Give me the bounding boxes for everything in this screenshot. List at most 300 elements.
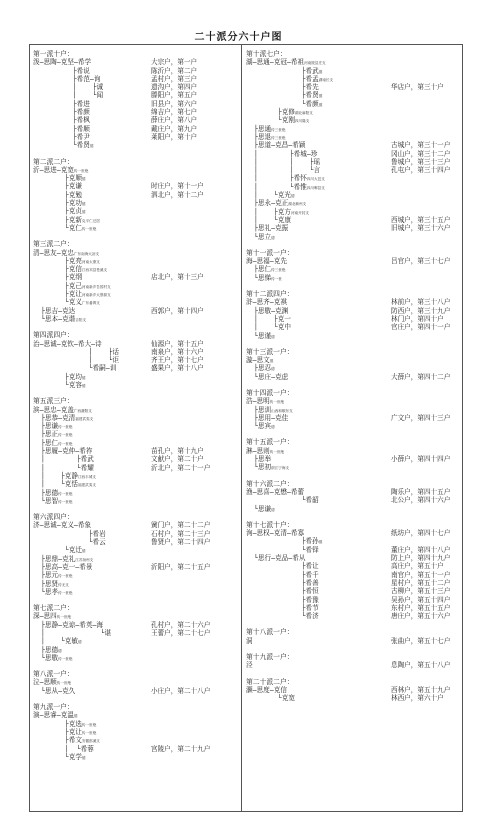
lineage-row — [246, 686, 461, 694]
lineage-names: │ └希蓉 — [33, 744, 94, 753]
lineage-names: ├希千 — [246, 570, 319, 579]
lineage-row — [246, 116, 461, 124]
household-label: 薛庄户，第八户 — [151, 116, 198, 125]
branch-section — [33, 513, 239, 596]
lineage-names: ├思高—克一—希景 — [33, 562, 93, 571]
lineage-row — [33, 282, 239, 290]
lineage-names: └思初 — [246, 463, 272, 472]
household-label: 小薛户，第四十四户 — [391, 455, 451, 464]
lineage-row — [33, 480, 239, 488]
lineage-note: 德 — [271, 507, 275, 512]
lineage-row — [33, 430, 239, 438]
lineage-note: 传一世绝 — [58, 590, 73, 595]
lineage-names: ├思敬—克渊 — [246, 306, 289, 315]
lineage-names: ├希豫 — [246, 595, 319, 604]
lineage-names: 湖—思通—克冠—希祖 — [246, 58, 305, 67]
branch-section — [246, 678, 461, 703]
lineage-note: 传一世 — [271, 276, 282, 281]
lineage-row — [246, 364, 461, 372]
lineage-row — [33, 621, 239, 629]
lineage-row — [246, 58, 461, 66]
lineage-row — [246, 637, 461, 645]
lineage-names: ├思元 — [33, 571, 59, 580]
lineage-names: 治—思诚—克钦—希大—诗 — [33, 339, 102, 348]
lineage-note: 福建武夷支 — [75, 416, 94, 421]
lineage-row — [246, 174, 461, 182]
lineage-row — [246, 141, 461, 149]
household-label: 吴孙户，第五十四户 — [391, 595, 451, 604]
lineage-names: └思谦 — [246, 504, 272, 513]
lineage-row — [33, 588, 239, 596]
lineage-row — [33, 580, 239, 588]
lineage-note: 江西宾县苍溪支 — [81, 268, 108, 273]
lineage-names: │ ├克静 — [33, 471, 78, 480]
household-label: 鲁贤户，第二十四户 — [151, 538, 211, 547]
lineage-names: ├克己 — [33, 281, 82, 290]
household-label: 仙源户，第十五户 — [151, 339, 204, 348]
lineage-row — [33, 439, 239, 447]
lineage-row — [33, 414, 239, 422]
household-label: 古柳户，第五十三户 — [391, 587, 451, 596]
lineage-names: ├克贞 — [33, 207, 82, 216]
lineage-names: │ │ ├瑶 — [246, 157, 321, 166]
lineage-note: 吉阳支 — [75, 317, 87, 322]
branch-heading: 第六派四户： — [33, 513, 74, 522]
household-label: 东村户，第五十五户 — [391, 603, 451, 612]
lineage-row — [246, 579, 461, 587]
lineage-names: └思行—克品—希从 — [246, 554, 306, 563]
lineage-names: ├克均 — [33, 372, 82, 381]
lineage-row — [33, 182, 239, 190]
lineage-names: ├思恭—克清 — [33, 413, 76, 422]
lineage-row — [33, 736, 239, 744]
household-label: 星村户，第五十二户 — [391, 578, 451, 587]
lineage-names: 洵—思权—克清—希寡 — [246, 529, 305, 538]
lineage-row — [246, 546, 461, 554]
household-label: 鲁城户，第三十三户 — [391, 157, 451, 166]
lineage-note: 广西灌阳支 — [73, 408, 92, 413]
lineage-row — [33, 489, 239, 497]
lineage-row — [33, 373, 239, 381]
lineage-note: 传一世绝 — [58, 656, 73, 661]
lineage-row — [33, 464, 239, 472]
lineage-names: ├希孟 — [246, 74, 319, 83]
lineage-note: 山西和顺东支 — [271, 408, 293, 413]
branch-heading: 第二派二户： — [33, 157, 74, 166]
lineage-row — [246, 125, 461, 133]
lineage-row — [33, 191, 239, 199]
lineage-note: 德 — [81, 210, 86, 215]
lineage-row — [33, 720, 239, 728]
lineage-names: └克仁 — [33, 223, 82, 232]
lineage-row — [246, 208, 461, 216]
lineage-note: 德 — [318, 94, 323, 99]
lineage-names: ├思退 — [246, 132, 272, 141]
lineage-names: 沂—思进—克宽 — [33, 165, 74, 174]
lineage-note: 德 — [271, 235, 275, 240]
lineage-names: ├思德 — [33, 645, 59, 654]
branch-section — [246, 348, 461, 381]
lineage-note: 克平仁迁居 — [81, 218, 100, 223]
lineage-row — [33, 249, 239, 257]
household-label: 文献户，第二十户 — [151, 455, 204, 464]
lineage-names: ├思用—克佳 — [246, 413, 289, 422]
lineage-names: └思智 — [33, 496, 59, 505]
household-label: 王蕾户，第二十七户 — [151, 629, 211, 637]
lineage-row — [246, 224, 461, 232]
lineage-names: └克迁 — [33, 546, 82, 555]
lineage-row — [246, 67, 461, 75]
household-label: 沂阳户，第二十五户 — [151, 562, 211, 571]
household-label: 西城户，第三十五户 — [391, 215, 451, 224]
lineage-row — [246, 447, 461, 455]
lineage-names: ├思永—克正 — [246, 199, 289, 208]
household-label: 孟村户，第三户 — [151, 74, 198, 83]
lineage-names: └克刚 — [246, 116, 295, 125]
lineage-note: 江西丰城支 — [77, 474, 96, 479]
lineage-names: └希铎 — [246, 545, 319, 554]
lineage-names: └希嗣—训 — [33, 364, 117, 373]
household-label: 陈沂户，第二户 — [151, 66, 198, 75]
lineage-names: ├克让 — [33, 727, 82, 736]
lineage-note: 传一世绝 — [58, 574, 73, 579]
lineage-names: ├克纲 — [33, 273, 82, 282]
lineage-note: 河南新乡吾园村支 — [81, 284, 111, 289]
lineage-note: 传一世绝 — [73, 168, 89, 173]
left-column — [33, 50, 239, 769]
lineage-names: ├思仁 — [246, 265, 272, 274]
lineage-names: │ └希惟 — [246, 182, 307, 191]
lineage-row — [246, 694, 461, 702]
lineage-names: └思从—克久 — [33, 686, 76, 695]
lineage-row — [33, 116, 239, 124]
lineage-names: ├克功 — [33, 199, 82, 208]
lineage-note: 传一世绝 — [81, 722, 97, 727]
lineage-names: ├思举 — [246, 455, 272, 464]
household-label: 苗孔户，第十九户 — [151, 447, 204, 456]
lineage-row — [246, 100, 461, 108]
lineage-names: ├希顺 — [33, 124, 90, 133]
branch-heading: 第十九派一户： — [246, 653, 294, 661]
lineage-row — [246, 265, 461, 273]
lineage-names: ├思谦 — [33, 422, 59, 431]
right-column — [246, 50, 461, 710]
lineage-names: │ └克敏 — [33, 637, 78, 646]
lineage-names: ├希枫 — [33, 116, 90, 125]
lineage-names: 渔—思喜—克懋—希蕾 — [246, 487, 305, 496]
lineage-row — [246, 150, 461, 158]
lineage-names: ├希文 — [33, 736, 82, 745]
lineage-names: ├思正 — [33, 430, 59, 439]
household-label: 旧县户，第六户 — [151, 99, 198, 108]
lineage-names: └克义 — [33, 298, 82, 307]
lineage-row — [246, 537, 461, 545]
household-label: 纸坊户，第四十七户 — [391, 529, 451, 538]
lineage-names: └思本—克谐 — [33, 314, 76, 323]
lineage-row — [246, 158, 461, 166]
lineage-row — [33, 58, 239, 66]
branch-section — [246, 628, 461, 645]
lineage-row — [246, 373, 461, 381]
lineage-row — [246, 183, 461, 191]
household-label: 冈山户，第三十二户 — [391, 149, 451, 158]
lineage-names: ├希进 — [33, 99, 90, 108]
lineage-note: 传三世绝 — [271, 127, 286, 132]
branch-section — [246, 249, 461, 282]
lineage-row — [33, 91, 239, 99]
lineage-row — [33, 563, 239, 571]
lineage-names: │ └谌 — [33, 629, 112, 637]
lineage-note: 传一世绝 — [58, 441, 73, 446]
lineage-names: 清—思友—克忠 — [33, 248, 74, 257]
lineage-names: ├克新 — [33, 215, 82, 224]
household-label: 高庄户，第五十户 — [391, 562, 444, 571]
lineage-names: │ ├希怀 — [246, 174, 307, 183]
lineage-names: └思立 — [246, 232, 272, 241]
lineage-note: 德 — [271, 425, 275, 430]
lineage-names: 洞 — [246, 636, 253, 645]
branch-section — [33, 50, 239, 150]
lineage-names: │ ├克一 — [246, 314, 291, 323]
lineage-note: 湖北麻阳支 — [294, 111, 313, 116]
lineage-names: 泼—思陶—克坚—希学 — [33, 58, 92, 67]
lineage-names: ├希说 — [33, 66, 90, 75]
lineage-names: ├思礼—克振 — [246, 224, 289, 233]
lineage-row — [246, 562, 461, 570]
lineage-note: 四川郫县支 — [306, 185, 325, 190]
lineage-row — [246, 257, 461, 265]
branch-heading: 第十二派四户： — [246, 290, 294, 299]
household-label: 大宗户，第一户 — [151, 58, 198, 67]
lineage-note: 德 — [318, 69, 323, 74]
household-label: 滕阳户，第五户 — [151, 91, 198, 100]
lineage-names: ├思通 — [246, 124, 272, 133]
lineage-names: ├希孙 — [246, 537, 319, 546]
household-label: 大薛户，第四十二户 — [391, 372, 451, 381]
household-label: 孔屯户，第三十四户 — [391, 166, 451, 175]
lineage-names: │ └闻 — [33, 91, 104, 100]
lineage-note: 湖北蕲州支 — [288, 202, 307, 207]
branch-section — [33, 397, 239, 505]
lineage-names: │ └克中 — [246, 323, 291, 332]
lineage-names: ├思训 — [246, 405, 272, 414]
lineage-row — [33, 555, 239, 563]
lineage-names: └思谨 — [246, 331, 272, 340]
lineage-note: 德 — [81, 375, 86, 380]
lineage-row — [33, 546, 239, 554]
lineage-note: 湖南长支 — [318, 77, 334, 82]
branch-heading: 第十六派二户： — [246, 479, 294, 488]
branch-section — [246, 653, 461, 670]
lineage-note: 德 — [81, 549, 86, 554]
lineage-note: 德 — [73, 714, 78, 719]
lineage-names: └思宾 — [246, 422, 272, 431]
lineage-note: 传一世绝 — [58, 499, 73, 504]
household-label: 古城户，第三十一户 — [391, 141, 451, 150]
lineage-note: 德 — [77, 640, 82, 645]
lineage-row — [33, 455, 239, 463]
lineage-note: 江苏扬州支 — [75, 557, 94, 562]
lineage-names: ├希颜 — [33, 108, 90, 117]
lineage-note: 传一世绝 — [56, 615, 72, 620]
lineage-row — [246, 307, 461, 315]
lineage-note: 传三世绝 — [271, 135, 286, 140]
lineage-names: └思敬 — [33, 653, 59, 662]
lineage-row — [33, 348, 239, 356]
lineage-row — [246, 571, 461, 579]
lineage-names: ├克谦 — [33, 182, 82, 191]
lineage-row — [33, 216, 239, 224]
lineage-note: 德 — [290, 194, 295, 199]
lineage-names: ├克顺 — [33, 174, 82, 183]
lineage-note: 德 — [81, 202, 86, 207]
branch-heading: 第十一派一户： — [246, 248, 294, 257]
lineage-row — [33, 678, 239, 686]
lineage-row — [33, 637, 239, 645]
lineage-row — [246, 463, 461, 471]
household-label: 小庄户，第二十八户 — [151, 686, 211, 695]
lineage-row — [246, 332, 461, 340]
branch-section — [246, 389, 461, 430]
lineage-note: 传一世绝 — [269, 400, 285, 405]
lineage-names: └克容 — [33, 380, 82, 389]
lineage-names: │ └克光 — [246, 191, 291, 200]
lineage-names: │ └希耀 — [33, 463, 94, 472]
household-label: 店北户，第十三户 — [151, 273, 204, 282]
lineage-row — [246, 455, 461, 463]
lineage-names: └希颜 — [246, 99, 319, 108]
lineage-note: 传三世绝 — [271, 268, 286, 273]
branch-heading: 第十五派一户： — [246, 438, 294, 447]
lineage-names: 滨—思忠—克盖 — [33, 405, 74, 414]
lineage-row — [246, 315, 461, 323]
lineage-note: 德 — [269, 359, 274, 364]
lineage-row — [33, 100, 239, 108]
lineage-names: ├思吉—克达 — [33, 306, 76, 315]
household-label: 沂北户，第二十一户 — [151, 463, 211, 472]
household-label: 吕官户，第三十七户 — [391, 257, 451, 266]
lineage-row — [246, 199, 461, 207]
branch-heading: 第十四派一户： — [246, 388, 294, 397]
lineage-row — [246, 323, 461, 331]
lineage-row — [33, 257, 239, 265]
lineage-row — [33, 753, 239, 761]
lineage-names: ├希岩 — [33, 529, 106, 538]
lineage-names: ├希善 — [246, 578, 319, 587]
lineage-note: 传无支 — [58, 582, 69, 587]
lineage-row — [33, 166, 239, 174]
household-label: 盛果户，第十八户 — [151, 364, 204, 373]
lineage-row — [33, 612, 239, 620]
household-label: 唐庄户，第五十六户 — [391, 612, 451, 621]
lineage-names: ├思鼎—克礼 — [33, 554, 76, 563]
branch-heading: 第七派二户： — [33, 604, 74, 613]
branch-section — [33, 158, 239, 233]
lineage-note: 福建武夷支 — [77, 483, 96, 488]
lineage-note: 传一世绝 — [58, 433, 73, 438]
lineage-row — [246, 422, 461, 430]
lineage-row — [33, 381, 239, 389]
branch-section — [246, 521, 461, 621]
lineage-note: 传一世绝 — [269, 449, 285, 454]
lineage-row — [33, 521, 239, 529]
lineage-names: ├希尹 — [33, 132, 90, 141]
lineage-row — [33, 307, 239, 315]
lineage-note: 河南陵县庄支 — [304, 61, 326, 66]
lineage-row — [33, 530, 239, 538]
lineage-row — [246, 612, 461, 620]
lineage-row — [33, 497, 239, 505]
lineage-names: │ └克恬 — [33, 480, 78, 489]
lineage-row — [33, 67, 239, 75]
branch-heading: 第五派三户： — [33, 397, 74, 406]
lineage-row — [33, 315, 239, 323]
lineage-names: ├希先 — [246, 83, 319, 92]
branch-section — [33, 670, 239, 695]
household-label: 林西户，第六十户 — [391, 694, 444, 703]
household-label: 旧城户，第三十六户 — [391, 224, 451, 233]
lineage-names: ├希让 — [246, 562, 319, 571]
branch-heading: 第一派十户： — [33, 50, 74, 58]
household-label: 防上户，第四十九户 — [391, 554, 451, 563]
lineage-note: 德 — [318, 102, 323, 107]
household-label: 华店户，第三十户 — [391, 83, 444, 92]
lineage-row — [246, 274, 461, 282]
branch-section — [246, 290, 461, 340]
lineage-note: 传一世绝 — [81, 730, 97, 735]
lineage-names: └克宽 — [246, 694, 295, 703]
household-label: 西郭户，第十四户 — [151, 306, 204, 315]
lineage-names: └希云 — [33, 538, 106, 547]
lineage-names: ├克让 — [33, 290, 82, 299]
lineage-names: 泾 — [246, 661, 253, 670]
lineage-row — [246, 397, 461, 405]
branch-heading: 第二十派二户： — [246, 677, 294, 686]
branch-section — [246, 480, 461, 513]
lineage-names: │ └克康 — [246, 215, 291, 224]
household-label: 绵吉户，第七户 — [151, 108, 198, 117]
lineage-row — [33, 472, 239, 480]
lineage-names: └克学 — [33, 752, 82, 761]
lineage-row — [246, 91, 461, 99]
lineage-note: 广东番禺支 — [81, 301, 100, 306]
lineage-names: └思孝 — [33, 587, 59, 596]
household-label: 孔村户，第二十六户 — [151, 620, 211, 629]
lineage-names: 灏—思度—克信 — [246, 685, 287, 694]
lineage-names: 深—思四 — [33, 612, 57, 621]
lineage-note: 德 — [89, 144, 94, 149]
household-label: 泗北户，第十二户 — [151, 190, 204, 199]
lineage-row — [33, 364, 239, 372]
lineage-names: 浩—思明 — [246, 397, 270, 406]
branch-section — [246, 50, 461, 241]
lineage-names: 济—思诚—克义—希象 — [33, 521, 92, 530]
lineage-row — [33, 687, 239, 695]
lineage-row — [33, 654, 239, 662]
lineage-note: 传一世绝 — [56, 681, 72, 686]
branch-section — [246, 438, 461, 471]
lineage-names: ├思德 — [33, 488, 59, 497]
branch-heading: 第八派一户： — [33, 670, 74, 679]
lineage-row — [33, 224, 239, 232]
lineage-row — [33, 571, 239, 579]
lineage-names: 淋—思则 — [246, 446, 270, 455]
lineage-row — [33, 745, 239, 753]
lineage-note: 广东南海大沥支 — [73, 251, 100, 256]
household-label: 莱阳户，第十户 — [151, 132, 198, 141]
lineage-note: 浙江宁海支 — [271, 466, 290, 471]
lineage-names: │ ├克方 — [246, 207, 291, 216]
